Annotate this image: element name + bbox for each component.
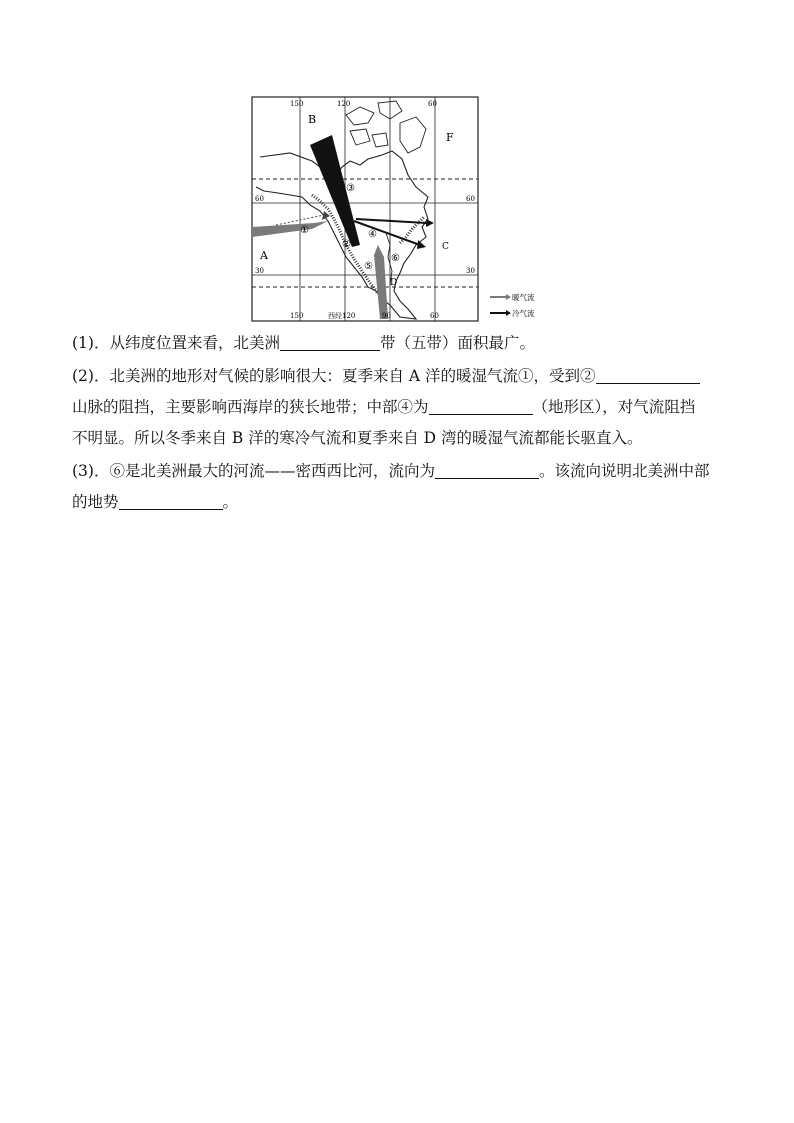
answer-blank-4[interactable]: [435, 462, 539, 479]
legend-warm-arrow: [506, 294, 511, 300]
answer-blank-2[interactable]: [596, 367, 700, 384]
marker-5: ⑤: [364, 261, 373, 272]
question-2-line-1: 北美洲的地形对气候的影响很大：夏季来自 A 洋的暖湿气流①，受到②: [109, 367, 596, 385]
lon-top-label: 60: [428, 100, 437, 108]
question-1-text-b: 带（五带）面积最广。: [379, 334, 535, 352]
question-1-text-a: 从纬度位置来看，北美洲: [109, 334, 280, 352]
lat-left-label: 60: [255, 195, 264, 203]
question-2-line-2b: （地形区），对气流阻挡: [532, 398, 696, 416]
question-2-line-2a: 山脉的阻挡，主要影响西海岸的狭长地带；中部④为: [72, 398, 429, 416]
marker-4: ④: [368, 229, 377, 240]
question-3-text-b: 。该流向说明北美洲中部: [538, 462, 710, 480]
question-1-number: (1)．: [72, 334, 110, 352]
north-america-climate-map: [250, 95, 550, 323]
lon-bottom-label: 60: [430, 312, 439, 320]
legend-warm-label: 暖气流: [512, 293, 535, 302]
lon-bottom-label: 西经120: [328, 312, 356, 320]
bay-c-label: C: [442, 242, 449, 252]
answer-blank-5[interactable]: [119, 493, 223, 510]
question-3-line-2b: 。: [222, 493, 239, 511]
label-f: F: [446, 131, 454, 144]
question-3-number: (3)．: [72, 462, 110, 480]
lon-bottom-label: 90: [382, 312, 391, 320]
question-2: [72, 361, 728, 454]
question-2-number: (2)．: [72, 367, 110, 385]
question-2-line-3: 不明显。所以冬季来自 B 洋的寒冷气流和夏季来自 D 湾的暖湿气流都能长驱直入。: [72, 429, 643, 447]
legend-cold-label: 冷气流: [512, 309, 535, 318]
question-3-text-a: ⑥是北美洲最大的河流——密西西比河，流向为: [109, 462, 435, 480]
legend-cold-arrow: [506, 310, 511, 316]
lon-bottom-label: 150: [290, 312, 304, 320]
lon-top-label: 120: [337, 100, 351, 108]
lat-left-label: 30: [255, 267, 264, 275]
question-3: [72, 456, 728, 518]
question-3-line-2a: 的地势: [72, 493, 119, 511]
marker-3: ③: [346, 183, 355, 194]
lon-top-label: 150: [290, 100, 304, 108]
ocean-a-label: A: [260, 249, 268, 262]
lat-right-label: 60: [466, 195, 475, 203]
marker-1: ①: [300, 225, 309, 236]
bay-d-label: D: [390, 278, 398, 288]
lat-right-label: 30: [466, 267, 475, 275]
answer-blank-1[interactable]: [280, 334, 380, 351]
marker-6: ⑥: [391, 253, 400, 264]
question-1: [72, 328, 728, 359]
marker-2: ②: [342, 239, 351, 250]
answer-blank-3[interactable]: [429, 398, 533, 415]
ocean-b-label: B: [308, 113, 317, 126]
